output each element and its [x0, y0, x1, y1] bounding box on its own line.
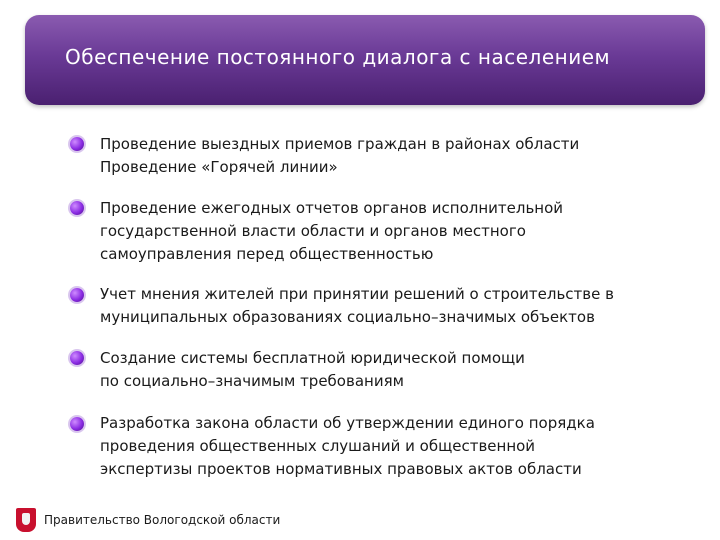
- list-item-line: по социально–значимым требованиям: [100, 372, 404, 390]
- list-item-line: проведения общественных слушаний и общественной: [100, 437, 536, 455]
- list-item-line: муниципальных образованиях социально–значимых объектов: [100, 308, 595, 326]
- list-item: [100, 197, 700, 266]
- footer: [16, 506, 280, 534]
- list-item-line: экспертизы проектов нормативных правовых актов области: [100, 460, 582, 478]
- list-item-line: государственной власти области и органов местного: [100, 222, 526, 240]
- footer-text: Правительство Вологодской области: [44, 513, 281, 527]
- list-item-line: Проведение выездных приемов граждан в районах области: [100, 135, 580, 153]
- list-item-line: самоуправления перед общественностью: [100, 245, 434, 263]
- title-banner: [25, 15, 705, 105]
- list-item: [100, 412, 700, 481]
- list-item: [100, 347, 700, 393]
- bullet-icon: [70, 201, 84, 215]
- coat-of-arms-icon: [16, 508, 36, 532]
- list-item-line: Учет мнения жителей при принятии решений о строительстве в: [100, 285, 614, 303]
- bullet-icon: [70, 288, 84, 302]
- list-item-line: Проведение ежегодных отчетов органов исполнительной: [100, 199, 564, 217]
- bullet-icon: [70, 351, 84, 365]
- page-title: Обеспечение постоянного диалога с населением: [65, 45, 611, 69]
- list-item-line: Разработка закона области об утверждении единого порядка: [100, 414, 595, 432]
- list-item: [100, 133, 700, 179]
- list-item-line: Проведение «Горячей линии»: [100, 158, 338, 176]
- list-item-line: Создание системы бесплатной юридической помощи: [100, 349, 525, 367]
- bullet-icon: [70, 137, 84, 151]
- list-item: [100, 283, 700, 329]
- bullet-icon: [70, 417, 84, 431]
